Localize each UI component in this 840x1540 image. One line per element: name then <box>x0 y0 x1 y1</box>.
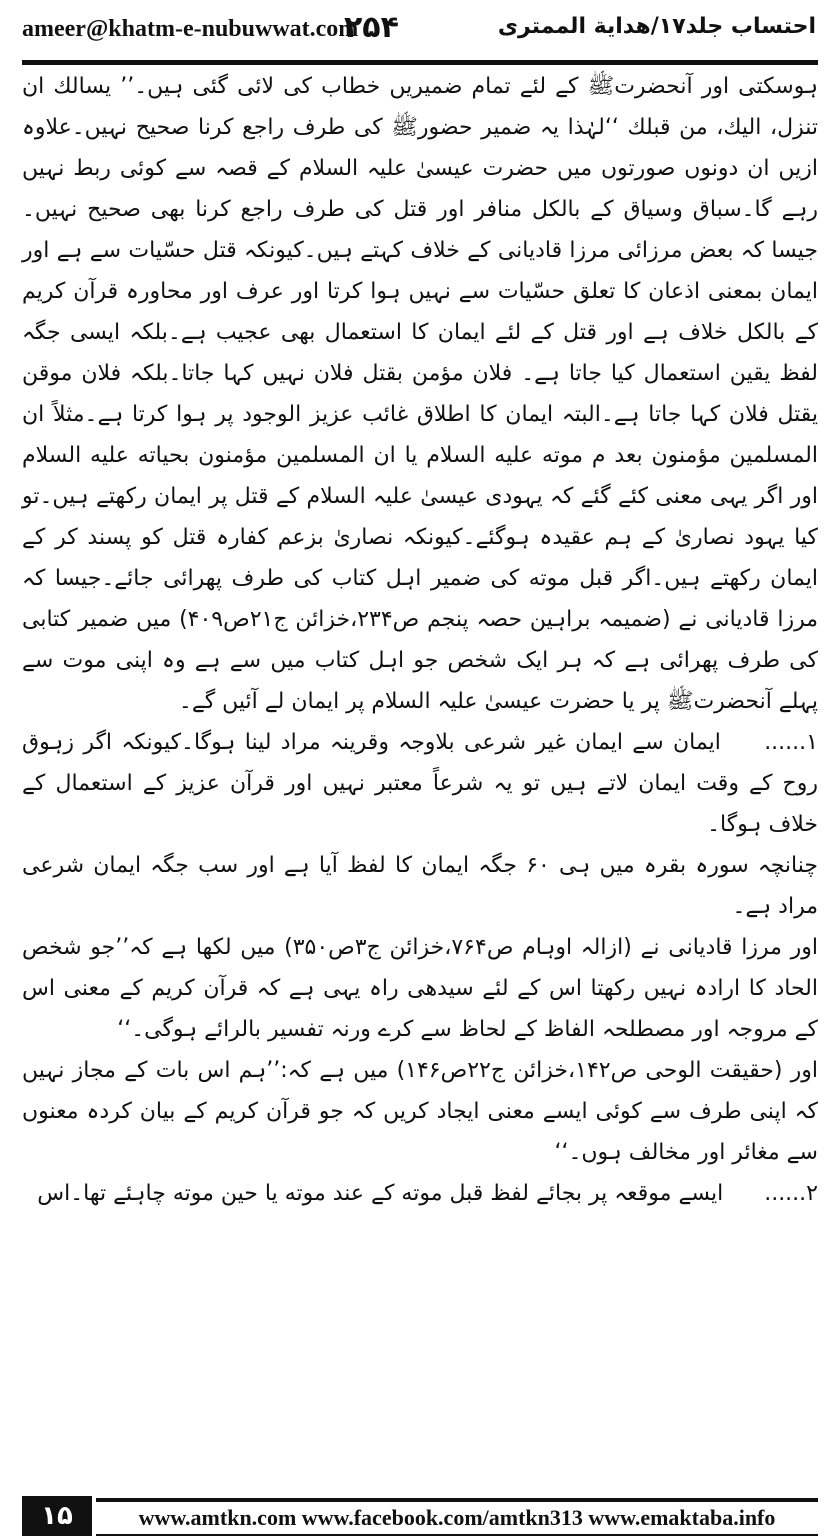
header-running-title: احتساب جلد۱۷/هداية الممترى <box>497 14 816 39</box>
footnote-1-text: ایمان سے ایمان غیر شرعی بلاوجہ وقرینہ مراد لینا ہوگا۔کیونکہ اگر زہوق روح کے وقت ایمان لاتے ہیں تو یہ شرعاً معتبر نہیں اور قرآن عزیز کے استعمال کے خلاف ہوگا۔ <box>22 730 818 837</box>
body-paragraph: چنانچہ سورہ بقرہ میں ہی ۶۰ جگہ ایمان کا لفظ آیا ہے اور سب جگہ ایمان شرعی مراد ہے۔ <box>22 853 818 919</box>
footnote-1-number: ۱...... <box>764 730 818 755</box>
footnote-2-number: ۲...... <box>764 1181 818 1206</box>
body-paragraph: اور مرزا قادیانی نے (ازالہ اوہام ص۷۶۴،خزائن ج۳ص۳۵۰) میں لکھا ہے کہ’’جو شخص الحاد کا ارادہ نہیں رکھتا اس کے لئے سیدھی راہ یہی ہے کہ قرآن کریم کے معنی اس کے مروجہ اور مصطلحہ الفاظ کے لحاظ سے کرے ورنہ تفسیر بالرائے ہوگی۔‘‘ <box>22 935 819 1042</box>
footnote-2 <box>22 1173 818 1214</box>
page-body <box>22 66 818 1456</box>
header-rule <box>22 60 818 65</box>
header-email: ameer@khatm-e-nubuwwat.com <box>22 16 359 42</box>
footnote-2-text: ایسے موقعہ پر بجائے لفظ قبل موته کے عند موته یا حین موته چاہئے تھا۔اس <box>37 1181 724 1206</box>
footnote-1 <box>22 722 818 845</box>
body-paragraph: اور (حقیقت الوحی ص۱۴۲،خزائن ج۲۲ص۱۴۶) میں ہے کہ:’’ہم اس بات کے مجاز نہیں کہ اپنی طرف سے کوئی ایسے معنی ایجاد کریں کہ جو قرآن کریم کے بیان کردہ معنوں سے مغائر اور مخالف ہوں۔‘‘ <box>22 1058 818 1165</box>
footer-folio-number: ۱۵ <box>22 1496 92 1536</box>
body-paragraph: ہوسکتی اور آنحضرتﷺ کے لئے تمام ضمیریں خطاب کی لائی گئی ہیں۔’’ یسالك ان تنزل، الیك، من قبلك ‘‘لہٰذا یہ ضمیر حضورﷺ کی طرف راجع کرنا صحیح نہیں۔علاوہ ازیں ان دونوں صورتوں میں حضرت عیسیٰ علیہ السلام کے قصہ سے کوئی ربط نہیں رہے گا۔سباق وسیاق کے بالکل منافر اور قتل کی طرف راجع کرنا بھی صحیح نہیں۔جیسا کہ بعض مرزائی مرزا قادیانی کے خلاف کہتے ہیں۔کیونکہ قتل حسّیات سے ہے اور ایمان بمعنی اذعان کا تعلق حسّیات سے نہیں ہوا کرتا اور عرف اور محاورہ قرآن کریم کے بالکل خلاف ہے اور قتل کے لئے ایمان کا استعمال بھی عجیب ہے۔بلکہ ایسی جگہ لفظ یقین استعمال کیا جاتا ہے۔ فلان مؤمن بقتل فلان نہیں کہا جاتا۔بلکہ فلان موقن یقتل فلان کہا جاتا ہے۔البتہ ایمان کا اطلاق غائب عزیز الوجود پر ہوا کرتا ہے۔مثلاً ان المسلمین مؤمنون بعد م موته عليه السلام یا ان المسلمین مؤمنون بحیاته علیه السلام اور اگر یہی معنی کئے گئے کہ یہودی عیسیٰ علیہ السلام کے قتل پر ایمان رکھتے ہیں۔تو کیا یہود نصاریٰ کے ہم عقیدہ ہوگئے۔کیونکہ نصاریٰ بزعم کفارہ قتل کو پسند کر کے ایمان رکھتے ہیں۔اگر قبل موته کی ضمیر اہل کتاب کی طرف پھرائی جائے۔جیسا کہ مرزا قادیانی نے (ضمیمہ براہین حصہ پنجم ص۲۳۴،خزائن ج۲۱ص۴۰۹) میں ضمیر کتابی کی طرف پھرائی ہے کہ ہر ایک شخص جو اہل کتاب میں سے ہے وہ اپنی موت سے پہلے آنحضرتﷺ پر یا حضرت عیسیٰ علیہ السلام پر ایمان لے آئیں گے۔ <box>22 74 818 714</box>
page-header <box>0 0 840 62</box>
footer-links: www.amtkn.com www.facebook.com/amtkn313 www.emaktaba.info <box>138 1505 776 1530</box>
footer-rule-bottom <box>96 1534 818 1536</box>
header-page-number: ۲۵۴ <box>344 10 399 45</box>
page-footer <box>0 1496 840 1540</box>
footer-rule-top <box>96 1498 818 1502</box>
